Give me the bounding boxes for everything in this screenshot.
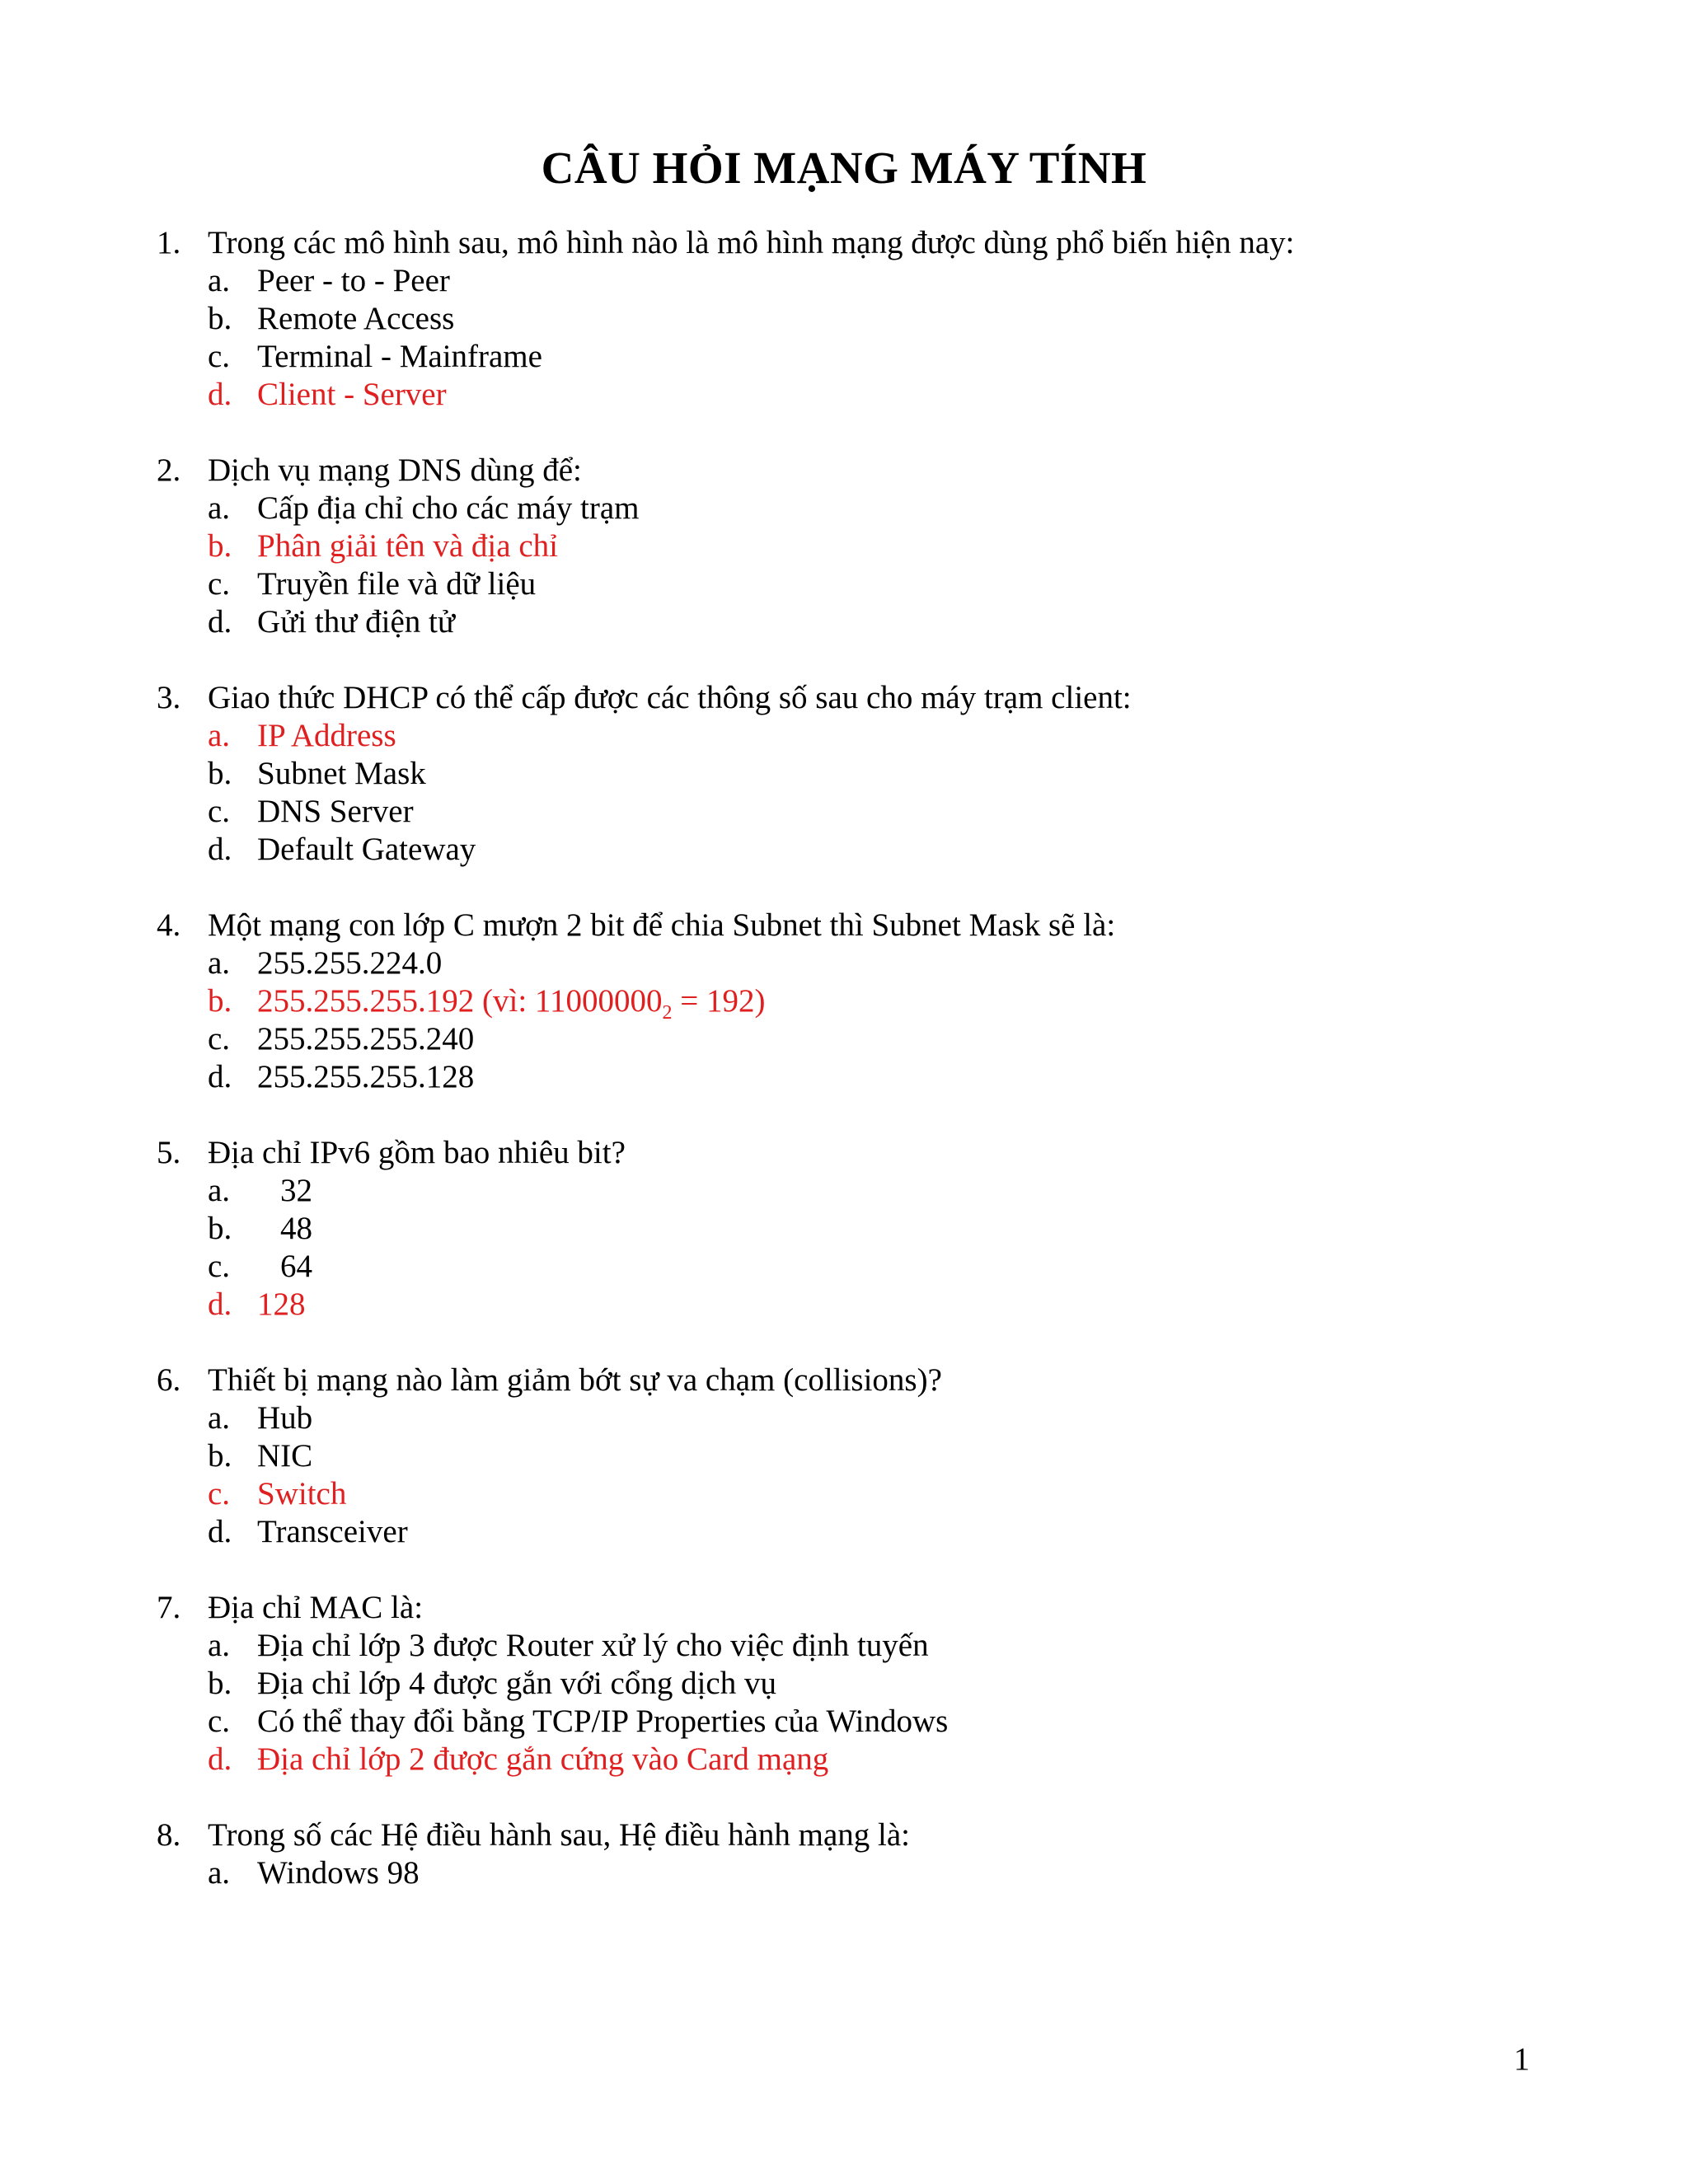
question-1 xyxy=(157,224,1558,414)
option-letter: d. xyxy=(208,1059,232,1094)
option-letter: c. xyxy=(208,1021,231,1057)
option-text: Truyền file và dữ liệu xyxy=(257,566,537,602)
option-letter: b. xyxy=(208,1666,232,1701)
option-letter: a. xyxy=(208,1400,231,1436)
option-body xyxy=(257,1627,929,1665)
answer-option xyxy=(157,1437,1558,1475)
question-text: Địa chỉ IPv6 gồm bao nhiêu bit? xyxy=(208,1135,626,1170)
option-body xyxy=(257,527,558,565)
answer-option xyxy=(157,831,1558,869)
option-letter: c. xyxy=(208,1476,231,1511)
option-text: NIC xyxy=(257,1438,313,1474)
answer-option xyxy=(157,1248,1558,1286)
question-number: 7. xyxy=(157,1590,181,1625)
option-letter: a. xyxy=(208,1173,231,1208)
page-number: 1 xyxy=(1513,2041,1530,2077)
answer-option xyxy=(157,1399,1558,1437)
question-stem xyxy=(157,1816,1558,1854)
option-letter: a. xyxy=(208,1628,231,1663)
option-body xyxy=(257,755,426,793)
option-body xyxy=(257,944,442,982)
answer-option-correct xyxy=(157,376,1558,414)
question-stem xyxy=(157,452,1558,490)
option-body xyxy=(257,1248,312,1286)
option-body xyxy=(257,1475,346,1513)
option-text: DNS Server xyxy=(257,794,414,829)
option-text: 255.255.255.240 xyxy=(257,1021,475,1057)
answer-option xyxy=(157,603,1558,641)
option-text: Switch xyxy=(257,1476,347,1511)
answer-option-correct xyxy=(157,717,1558,755)
option-letter: d. xyxy=(208,1514,232,1549)
question-7 xyxy=(157,1589,1558,1779)
option-body xyxy=(257,1058,474,1096)
option-text: 255.255.224.0 xyxy=(257,945,443,981)
answer-option xyxy=(157,1854,1558,1892)
option-letter: d. xyxy=(208,377,232,412)
question-stem xyxy=(157,224,1558,262)
option-letter: c. xyxy=(208,566,231,602)
answer-option-correct xyxy=(157,1741,1558,1779)
option-letter: b. xyxy=(208,983,232,1019)
option-letter: a. xyxy=(208,490,231,526)
question-6 xyxy=(157,1361,1558,1551)
option-body xyxy=(257,1437,312,1475)
answer-option xyxy=(157,1665,1558,1703)
option-text: Subnet Mask xyxy=(257,756,426,791)
option-body xyxy=(257,490,639,527)
option-body xyxy=(257,1286,306,1324)
option-letter: c. xyxy=(208,794,231,829)
question-text: Một mạng con lớp C mượn 2 bit để chia Subnet thì Subnet Mask sẽ là: xyxy=(208,907,1116,943)
question-stem xyxy=(157,1134,1558,1172)
question-number: 4. xyxy=(157,907,181,943)
option-text: 64 xyxy=(280,1249,312,1284)
answer-option xyxy=(157,338,1558,376)
answer-option xyxy=(157,793,1558,831)
option-letter: c. xyxy=(208,1249,231,1284)
option-body xyxy=(257,1020,474,1058)
option-subscript: 2 xyxy=(662,1001,673,1024)
document-title: CÂU HỎI MẠNG MÁY TÍNH xyxy=(541,143,1147,193)
option-body xyxy=(257,1399,312,1437)
question-stem xyxy=(157,1589,1558,1627)
option-suffix: = 192) xyxy=(672,983,766,1019)
answer-option xyxy=(157,1020,1558,1058)
option-letter: c. xyxy=(208,1704,231,1739)
answer-option xyxy=(157,1210,1558,1248)
option-body xyxy=(257,262,450,300)
option-letter: b. xyxy=(208,528,232,564)
question-4 xyxy=(157,907,1558,1096)
question-list xyxy=(157,224,1558,1930)
option-text: Hub xyxy=(257,1400,313,1436)
option-text: Địa chỉ lớp 4 được gắn với cổng dịch vụ xyxy=(257,1666,776,1701)
option-letter: b. xyxy=(208,756,232,791)
option-body xyxy=(257,982,766,1024)
question-number: 3. xyxy=(157,680,181,715)
answer-option xyxy=(157,1703,1558,1741)
question-text: Trong số các Hệ điều hành sau, Hệ điều hành mạng là: xyxy=(208,1817,911,1853)
question-number: 6. xyxy=(157,1362,181,1398)
option-text: Địa chỉ lớp 2 được gắn cứng vào Card mạng xyxy=(257,1741,829,1777)
question-text: Giao thức DHCP có thể cấp được các thông số sau cho máy trạm client: xyxy=(208,680,1132,715)
answer-option-correct xyxy=(157,1286,1558,1324)
option-letter: c. xyxy=(208,339,231,374)
option-body xyxy=(257,717,396,755)
option-body xyxy=(257,831,476,869)
option-body xyxy=(257,338,542,376)
answer-option-correct xyxy=(157,527,1558,565)
option-text: Default Gateway xyxy=(257,832,476,867)
question-5 xyxy=(157,1134,1558,1324)
option-body xyxy=(257,1665,776,1703)
question-stem xyxy=(157,679,1558,717)
option-body xyxy=(257,1854,420,1892)
answer-option xyxy=(157,1627,1558,1665)
answer-option-correct xyxy=(157,1475,1558,1513)
answer-option xyxy=(157,262,1558,300)
answer-option xyxy=(157,490,1558,527)
option-body xyxy=(257,793,414,831)
option-letter: d. xyxy=(208,1741,232,1777)
question-number: 8. xyxy=(157,1817,181,1853)
option-text: 255.255.255.192 (vì: 11000000 xyxy=(257,983,663,1019)
option-text: Windows 98 xyxy=(257,1855,420,1891)
option-body xyxy=(257,1703,948,1741)
option-body xyxy=(257,300,454,338)
option-text: Gửi thư điện tử xyxy=(257,604,455,640)
option-letter: a. xyxy=(208,718,231,753)
option-body xyxy=(257,565,536,603)
option-text: Địa chỉ lớp 3 được Router xử lý cho việc định tuyến xyxy=(257,1628,929,1663)
answer-option xyxy=(157,944,1558,982)
question-stem xyxy=(157,1361,1558,1399)
answer-option-correct xyxy=(157,982,1558,1024)
option-body xyxy=(257,1210,312,1248)
option-text: 48 xyxy=(280,1211,312,1246)
option-letter: d. xyxy=(208,604,232,640)
option-text: Remote Access xyxy=(257,301,455,336)
option-text: 128 xyxy=(257,1286,306,1322)
answer-option xyxy=(157,1513,1558,1551)
option-text: Client - Server xyxy=(257,377,447,412)
question-text: Dịch vụ mạng DNS dùng để: xyxy=(208,452,582,488)
option-text: Phân giải tên và địa chỉ xyxy=(257,528,558,564)
option-text: 255.255.255.128 xyxy=(257,1059,475,1094)
option-letter: a. xyxy=(208,945,231,981)
option-body xyxy=(257,1513,408,1551)
option-letter: b. xyxy=(208,1211,232,1246)
option-text: Peer - to - Peer xyxy=(257,263,450,298)
option-letter: b. xyxy=(208,1438,232,1474)
answer-option xyxy=(157,1058,1558,1096)
question-text: Trong các mô hình sau, mô hình nào là mô hình mạng được dùng phổ biến hiện nay: xyxy=(208,225,1295,260)
question-2 xyxy=(157,452,1558,641)
question-text: Thiết bị mạng nào làm giảm bớt sự va chạm (collisions)? xyxy=(208,1362,942,1398)
option-text: IP Address xyxy=(257,718,396,753)
option-letter: d. xyxy=(208,1286,232,1322)
option-text: Có thể thay đổi bằng TCP/IP Properties của Windows xyxy=(257,1704,949,1739)
option-text: Cấp địa chỉ cho các máy trạm xyxy=(257,490,640,526)
option-text: 32 xyxy=(280,1173,312,1208)
answer-option xyxy=(157,565,1558,603)
answer-option xyxy=(157,1172,1558,1210)
question-number: 2. xyxy=(157,452,181,488)
option-letter: a. xyxy=(208,263,231,298)
question-stem xyxy=(157,907,1558,944)
option-letter: d. xyxy=(208,832,232,867)
option-letter: b. xyxy=(208,301,232,336)
question-3 xyxy=(157,679,1558,869)
answer-option xyxy=(157,300,1558,338)
option-text: Transceiver xyxy=(257,1514,408,1549)
question-text: Địa chỉ MAC là: xyxy=(208,1590,424,1625)
question-number: 5. xyxy=(157,1135,181,1170)
answer-option xyxy=(157,755,1558,793)
option-body xyxy=(257,1172,312,1210)
option-body xyxy=(257,603,455,641)
question-8 xyxy=(157,1816,1558,1892)
question-number: 1. xyxy=(157,225,181,260)
option-text: Terminal - Mainframe xyxy=(257,339,542,374)
option-body xyxy=(257,1741,828,1779)
option-body xyxy=(257,376,447,414)
option-letter: a. xyxy=(208,1855,231,1891)
